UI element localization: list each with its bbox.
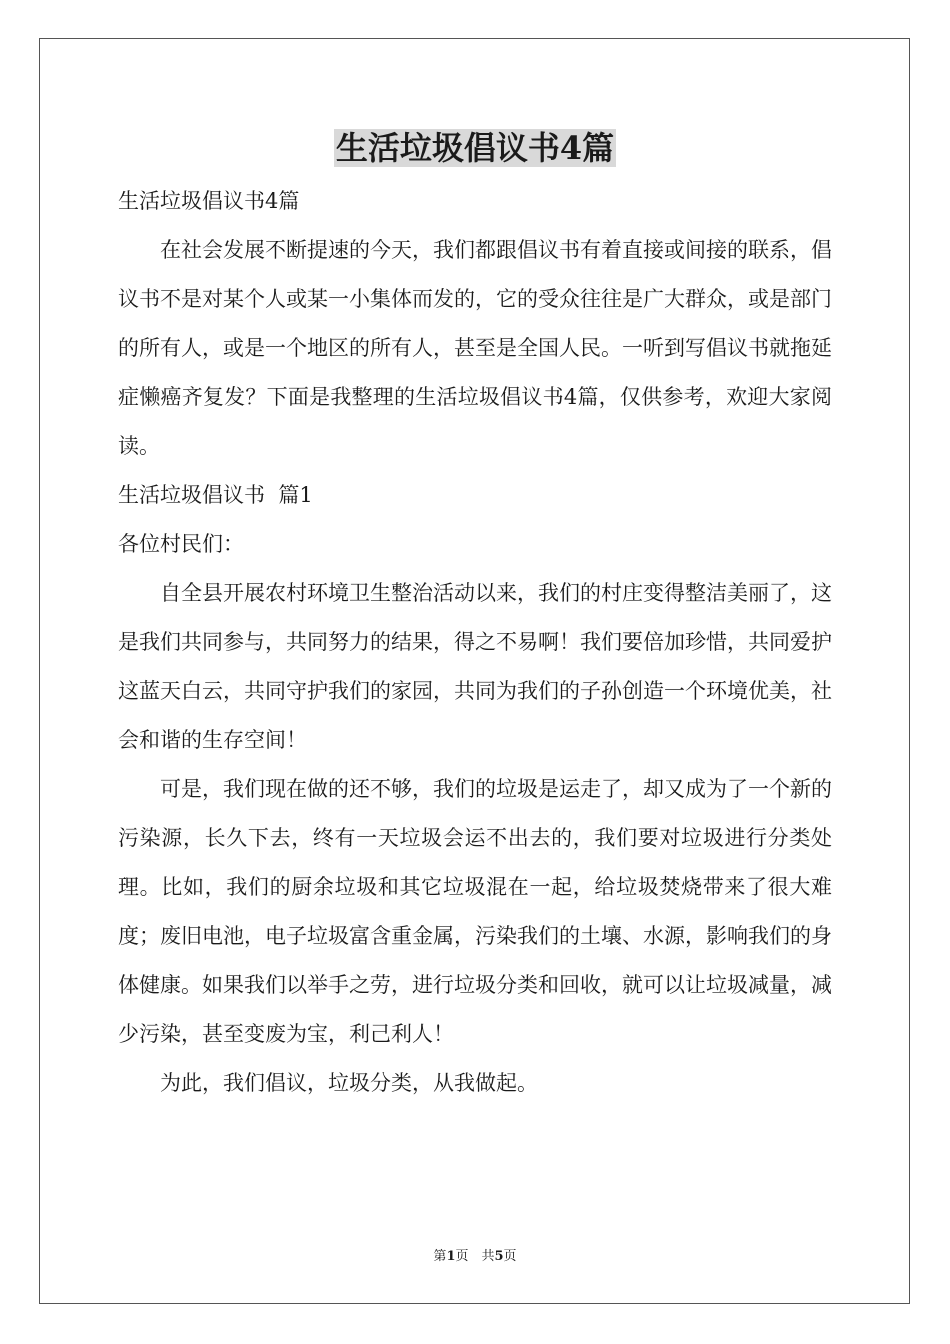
footer-mid: 页 共 [455,1249,495,1264]
body-paragraph-1: 自全县开展农村环境卫生整治活动以来，我们的村庄变得整洁美丽了，这是我们共同参与，共同努力的结果，得之不易啊！我们要倍加珍惜，共同爱护这蓝天白云，共同守护我们的家园，共同为我们的子孙创造一个环境优美，社会和谐的生存空间！ [118,581,832,752]
section-heading: 生活垃圾倡议书 篇1 [118,483,313,507]
footer-suffix: 页 [503,1249,517,1264]
footer-total-pages: 5 [494,1249,504,1264]
footer-prefix: 第 [433,1249,447,1264]
body-paragraph-2: 可是，我们现在做的还不够，我们的垃圾是运走了，却又成为了一个新的污染源，长久下去，终有一天垃圾会运不出去的，我们要对垃圾进行分类处理。比如，我们的厨余垃圾和其它垃圾混在一起，给垃圾焚烧带来了很大难度；废旧电池，电子垃圾富含重金属，污染我们的土壤、水源，影响我们的身体健康。如果我们以举手之劳，进行垃圾分类和回收，就可以让垃圾减量，减少污染，甚至变废为宝，利己利人！ [118,777,832,1046]
body-paragraph-3: 为此，我们倡议，垃圾分类，从我做起。 [160,1071,538,1095]
salutation: 各位村民们： [118,532,244,556]
intro-paragraph: 在社会发展不断提速的今天，我们都跟倡议书有着直接或间接的联系，倡议书不是对某个人或某一小集体而发的，它的受众往往是广大群众，或是部门的所有人，或是一个地区的所有人，甚至是全国人民。一听到写倡议书就拖延症懒癌齐复发？下面是我整理的生活垃圾倡议书4篇，仅供参考，欢迎大家阅读。 [118,238,832,458]
text-block [118,177,832,1108]
document-title-text: 生活垃圾倡议书4篇 [335,129,615,167]
page-footer [0,1248,950,1266]
document-subtitle: 生活垃圾倡议书4篇 [118,189,300,213]
document-title [118,126,832,170]
footer-current-page: 1 [446,1249,456,1264]
